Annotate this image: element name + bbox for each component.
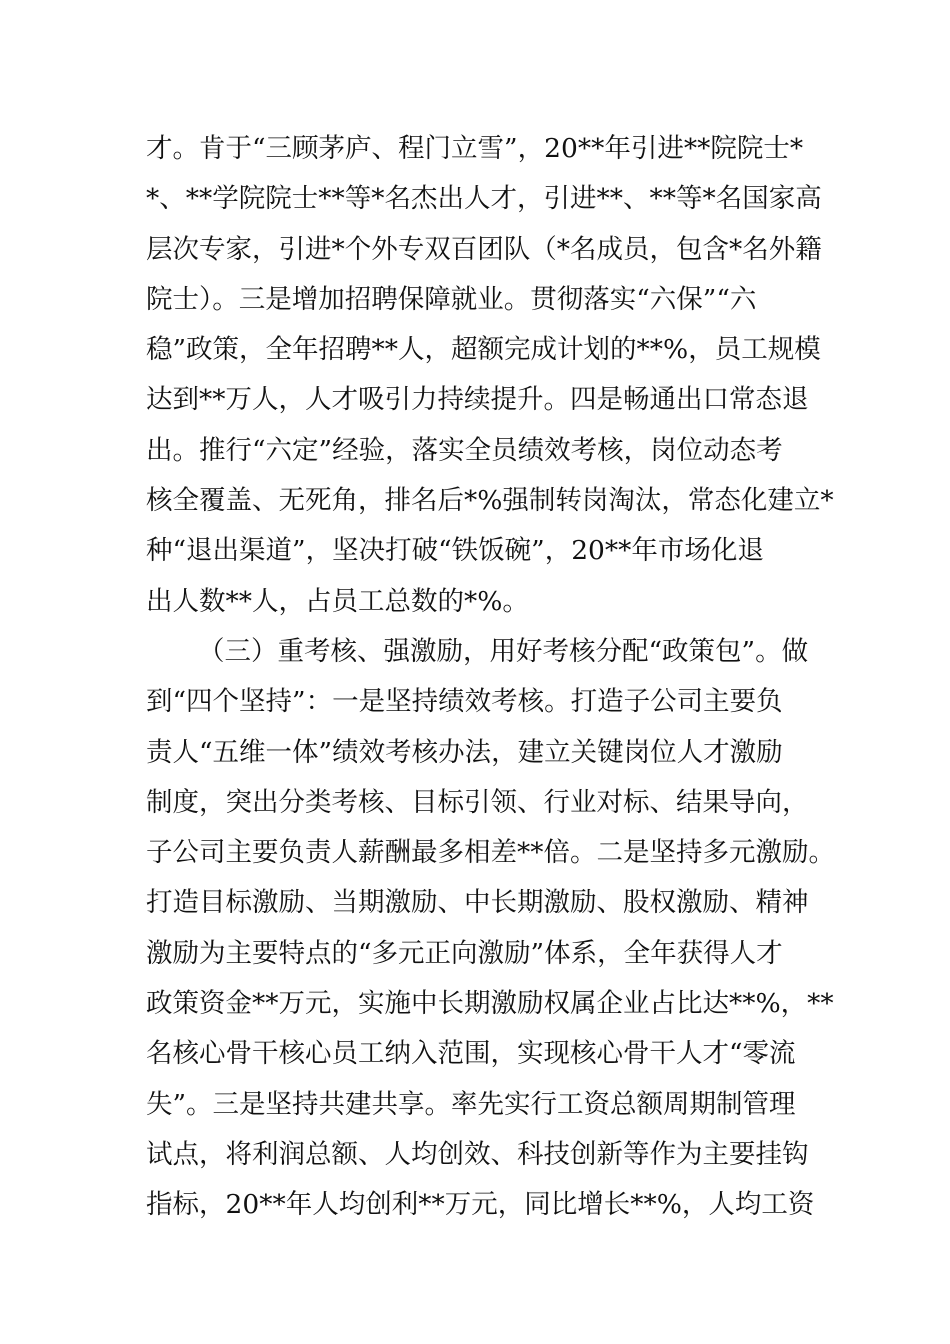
text-line: 试点，将利润总额、人均创效、科技创新等作为主要挂钩 <box>146 1138 809 1170</box>
text-line: 制度，突出分类考核、目标引领、行业对标、结果导向， <box>146 786 809 818</box>
text-line: 到“四个坚持”：一是坚持绩效考核。打造子公司主要负 <box>146 686 783 718</box>
text-line: 出人数**人，占员工总数的*%。 <box>146 585 529 617</box>
text-line: 种“退出渠道”，坚决打破“铁饭碗”，20**年市场化退 <box>146 535 764 567</box>
text-line: 达到**万人，人才吸引力持续提升。四是畅通出口常态退 <box>146 384 809 416</box>
text-line: *、**学院院士**等*名杰出人才，引进**、**等*名国家高 <box>146 183 822 215</box>
text-line: 失”。三是坚持共建共享。率先实行工资总额周期制管理 <box>146 1088 796 1120</box>
section-heading-line: （三）重考核、强激励，用好考核分配“政策包”。做 <box>198 635 809 667</box>
text-line: 子公司主要负责人薪酬最多相差**倍。二是坚持多元激励。 <box>146 837 835 869</box>
text-line: 名核心骨干核心员工纳入范围，实现核心骨干人才“零流 <box>146 1038 796 1070</box>
text-line: 核全覆盖、无死角，排名后*%强制转岗淘汰，常态化建立* <box>146 485 834 517</box>
text-line: 政策资金**万元，实施中长期激励权属企业占比达**%，** <box>146 988 834 1020</box>
text-line: 激励为主要特点的“多元正向激励”体系，全年获得人才 <box>146 937 783 969</box>
text-line: 打造目标激励、当期激励、中长期激励、股权激励、精神 <box>146 887 809 919</box>
text-line: 才。肯于“三顾茅庐、程门立雪”，20**年引进**院院士* <box>146 133 804 164</box>
text-line: 院士）。三是增加招聘保障就业。贯彻落实“六保”“六 <box>146 283 757 315</box>
text-line: 层次专家，引进*个外专双百团队（*名成员，包含*名外籍 <box>146 233 822 265</box>
body-text <box>146 124 846 1231</box>
text-line: 稳”政策，全年招聘**人，超额完成计划的**%，员工规模 <box>146 334 821 366</box>
text-line: 指标，20**年人均创利**万元，同比增长**%，人均工资 <box>146 1189 815 1221</box>
text-line: 责人“五维一体”绩效考核办法，建立关键岗位人才激励 <box>146 736 783 768</box>
text-line: 出。推行“六定”经验，落实全员绩效考核，岗位动态考 <box>146 434 783 466</box>
